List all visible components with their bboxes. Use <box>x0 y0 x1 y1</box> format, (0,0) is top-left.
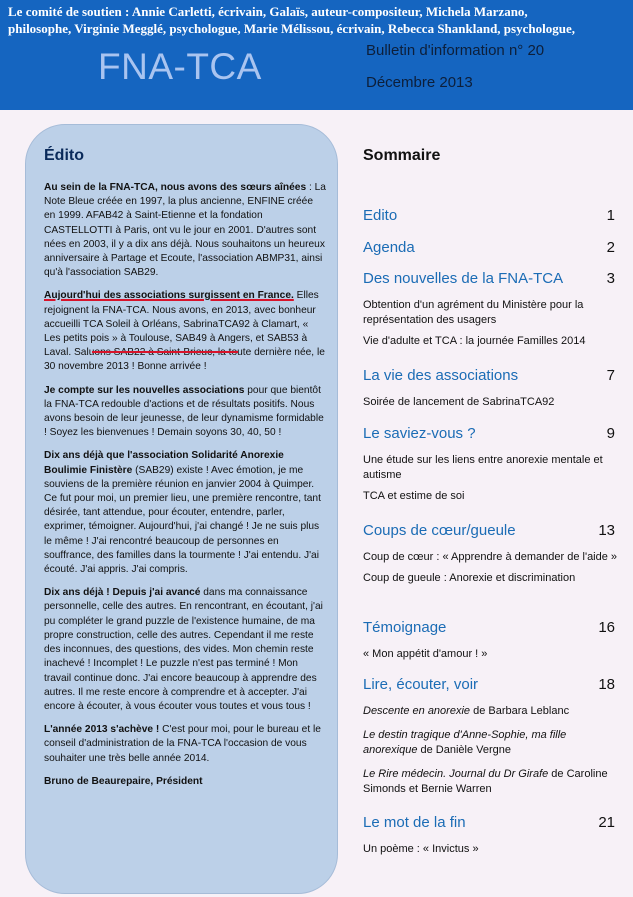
toc-entry-page: 7 <box>606 367 615 384</box>
toc-section <box>363 619 621 662</box>
edito-lead: Dix ans déjà que l'association Solidarité Anorexie Boulimie Finistère <box>44 450 284 476</box>
toc-subentry: Obtention d'un agrément du Ministère pour la représentation des usagers <box>363 299 584 326</box>
edito-lead: Dix ans déjà ! Depuis j'ai avancé <box>44 587 201 599</box>
toc-subentry: Coup de cœur : « Apprendre à demander de l'aide » <box>363 551 618 563</box>
toc-section <box>363 207 621 229</box>
toc-subentry: Coup de gueule : Anorexie et discrimination <box>363 572 576 584</box>
edito-text: C'est pour moi, pour le bureau et le conseil d'administration de la FNA-TCA l'occasion de vous souhaiter une très belle année 2014. <box>44 724 321 764</box>
toc-entry-page: 3 <box>606 270 615 287</box>
toc-section <box>363 367 621 410</box>
toc-book-entry <box>363 704 621 719</box>
toc-entry[interactable] <box>363 676 621 698</box>
toc-entry-label: Lire, écouter, voir <box>363 676 479 693</box>
bulletin-date: Décembre 2013 <box>366 74 473 91</box>
edito-text: pour que bientôt la FNA-TCA redouble d'actions et de résultats positifs. Nous avons besoin de leur jeunesse, de leur dynamisme formidable ! Soyez les bienvenues ! Demain soyons 30, 40, 50 ! <box>44 384 324 439</box>
header-banner <box>0 0 633 110</box>
toc-subentry: TCA et estime de soi <box>363 490 465 502</box>
bulletin-number: Bulletin d'information n° 20 <box>366 42 545 59</box>
committee-line-2: philosophe, Virginie Megglé, psychologue, Marie Mélissou, écrivain, Rebecca Shankland, psychologue, <box>8 21 575 36</box>
toc-section <box>363 522 621 586</box>
edito-text: Elles rejoignent la FNA-TCA. Nous avons, en 2013, avec bonheur accueilli TCA Soleil à Orléans, SabrinaTCA92 à Clamart, « Les petits pois » à Toulouse, SAB49 à Angers, et SAB53 à Laval. Saluons SAB22 à Saint-Brieuc, la toute dernière née, le 30 novembre 2013 ! Bonne arrivée ! <box>44 290 325 373</box>
toc-book-entry <box>363 728 621 758</box>
edito-paragraph <box>44 723 326 766</box>
toc-entry-label: Coups de cœur/gueule <box>363 522 516 539</box>
edito-paragraph <box>44 181 326 280</box>
toc-entry-label: Le saviez-vous ? <box>363 425 476 442</box>
edito-paragraph <box>44 384 326 441</box>
red-handwritten-mark <box>92 351 238 353</box>
toc-entry-label: La vie des associations <box>363 367 519 384</box>
toc-entry-label: Des nouvelles de la FNA-TCA <box>363 270 564 287</box>
book-title: Le Rire médecin. Journal du Dr Girafe <box>363 768 549 780</box>
toc-section <box>363 676 621 797</box>
toc-entry-page: 21 <box>598 814 615 831</box>
toc-section <box>363 814 621 857</box>
edito-paragraph <box>44 586 326 714</box>
edito-lead: Je compte sur les nouvelles associations <box>44 384 245 396</box>
edito-title: Édito <box>44 147 84 164</box>
toc-subentry: Soirée de lancement de SabrinaTCA92 <box>363 396 555 408</box>
edito-lead: Au sein de la FNA-TCA, nous avons des sœurs aînées <box>44 182 307 193</box>
toc-subentry: « Mon appétit d'amour ! » <box>363 648 488 660</box>
toc-section <box>363 425 621 504</box>
toc-entry-page: 1 <box>606 207 615 224</box>
edito-text: dans ma connaissance personnelle, celle des autres. En rencontrant, en écoutant, j'ai pu compléter le grand puzzle de l'existence humaine, de ma propre construction, celle des autres. Cependant il me reste des inconnues, des questions, des vides. Mon chemin reste inachevé ! Incomplet ! Le puzzle n'est pas terminé ! Mon travail continue donc. J'ai encore beaucoup à apprendre des autres. Il me reste encore à comprendre et à accepter. J'ai encore à écouter, à vous écouter vous toutes et vous tous ! <box>44 587 323 712</box>
toc-entry-label: Le mot de la fin <box>363 814 466 831</box>
toc-entry[interactable] <box>363 814 621 836</box>
toc-section <box>363 270 621 349</box>
book-author: de Caroline Simonds et Bernie Warren <box>363 768 608 795</box>
toc-entry[interactable] <box>363 425 621 447</box>
edito-text: : La Note Bleue créée en 1997, la plus ancienne, ENFINE créée en 1999. AFAB42 à Saint-Etienne et la fondation CASTELLOTTI à Paris, ont vu le jour en 2001. D'autres sont nées en 2003, il y a dix ans déjà. Nous souhaitons un heureux anniversaire à Partage et Ecoute, l'association ABMP31, ainsi qu'à l'association SAB29. <box>44 182 326 279</box>
toc-entry[interactable] <box>363 270 621 292</box>
toc-entry[interactable] <box>363 619 621 641</box>
sommaire-title: Sommaire <box>363 147 441 164</box>
toc-entry-page: 18 <box>598 676 615 693</box>
toc-entry-page: 9 <box>606 425 615 442</box>
toc-subentry: Vie d'adulte et TCA : la journée Familles 2014 <box>363 335 586 347</box>
toc-entry-label: Agenda <box>363 239 415 256</box>
edito-paragraph <box>44 449 326 577</box>
book-author: de Danièle Vergne <box>417 744 512 756</box>
toc-entry-page: 13 <box>598 522 615 539</box>
committee-line-1: Le comité de soutien : Annie Carletti, écrivain, Galaïs, auteur-compositeur, Michela Marzano, <box>8 4 528 19</box>
toc-entry-label: Edito <box>363 207 398 224</box>
book-title: Le destin tragique d'Anne-Sophie, ma fille anorexique <box>363 729 567 756</box>
toc-entry[interactable] <box>363 207 621 229</box>
book-title: Descente en anorexie <box>363 705 471 717</box>
support-committee <box>8 3 633 37</box>
toc-subentry: Un poème : « Invictus » <box>363 843 479 855</box>
edito-lead: L'année 2013 s'achève ! <box>44 724 160 736</box>
toc-entry[interactable] <box>363 367 621 389</box>
toc-section <box>363 239 621 261</box>
toc-entry-page: 2 <box>606 239 615 256</box>
book-author: de Barbara Leblanc <box>470 705 570 717</box>
signature: Bruno de Beaurepaire, Président <box>44 775 203 787</box>
edito-paragraph <box>44 289 326 374</box>
edito-text: (SAB29) existe ! Avec émotion, je me souviens de la première réunion en janvier 2004 à Quimper. Ce fut pour moi, un premier lieu, une première rencontre, tant désirée, tant attendue, pour écouter, entendre, parler, exprimer, témoigner. Aujourd'hui, j'ai changé ! Je ne suis plus le même ! J'ai rencontré beaucoup de personnes en souffrance, des familles dans la tourmente ! J'ai entendu. J'ai écouté. J'ai appris. J'ai compris. <box>44 464 321 576</box>
toc-book-entry <box>363 767 621 797</box>
toc-entry[interactable] <box>363 522 621 544</box>
toc-entry[interactable] <box>363 239 621 261</box>
toc-subentry: Une étude sur les liens entre anorexie mentale et autisme <box>363 454 603 481</box>
edito-lead: Aujourd'hui des associations surgissent en France. <box>44 290 294 302</box>
org-name: FNA-TCA <box>98 46 262 87</box>
edito-body <box>44 181 326 789</box>
toc-entry-page: 16 <box>598 619 615 636</box>
toc-entry-label: Témoignage <box>363 619 447 636</box>
